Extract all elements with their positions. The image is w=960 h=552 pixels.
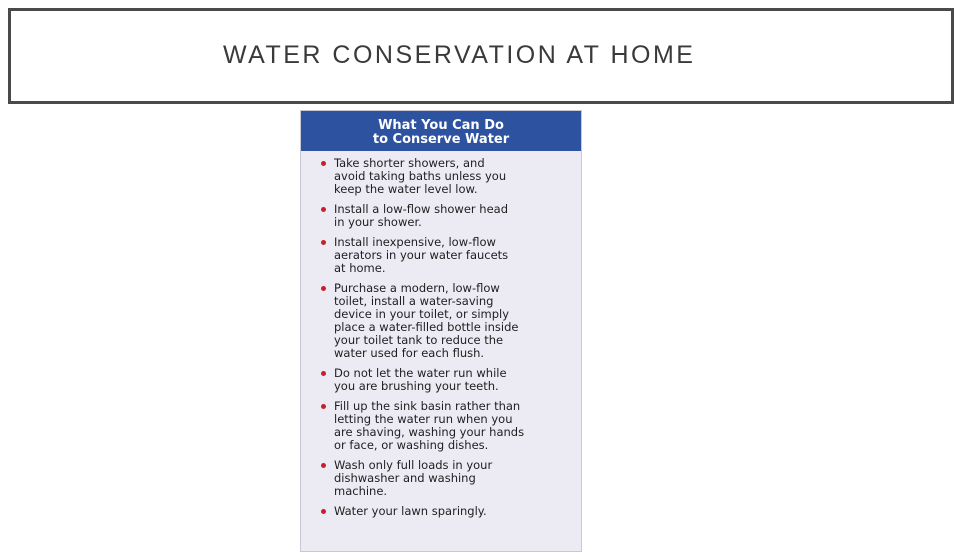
tip-item — [309, 459, 573, 498]
tip-line: Fill up the sink basin rather than — [334, 399, 521, 413]
bullet-icon — [321, 240, 326, 245]
tip-line: Wash only full loads in your — [334, 458, 493, 472]
bullet-icon — [321, 509, 326, 514]
tip-line: letting the water run when you — [334, 412, 513, 426]
bullet-icon — [321, 161, 326, 166]
tip-item — [309, 203, 573, 229]
title-box — [8, 8, 954, 104]
tip-line: water used for each flush. — [334, 346, 485, 360]
card-header-line-1: What You Can Do — [378, 118, 504, 133]
tip-line: or face, or washing dishes. — [334, 438, 489, 452]
card-header — [301, 111, 581, 151]
tip-line: you are brushing your teeth. — [334, 379, 499, 393]
tip-line: Take shorter showers, and — [334, 156, 485, 170]
tip-line: keep the water level low. — [334, 182, 478, 196]
tip-item — [309, 236, 573, 275]
tip-line: machine. — [334, 484, 388, 498]
tip-line: are shaving, washing your hands — [334, 425, 525, 439]
tip-line: toilet, install a water-saving — [334, 294, 494, 308]
tip-line: your toilet tank to reduce the — [334, 333, 504, 347]
tip-line: device in your toilet, or simply — [334, 307, 510, 321]
tip-line: Install a low-flow shower head — [334, 202, 508, 216]
slide-title: WATER CONSERVATION AT HOME — [223, 41, 696, 69]
tip-item — [309, 367, 573, 393]
tip-line: Water your lawn sparingly. — [334, 504, 487, 518]
tip-line: place a water-filled bottle inside — [334, 320, 519, 334]
tip-line: Purchase a modern, low-flow — [334, 281, 500, 295]
tip-line: at home. — [334, 261, 386, 275]
card-header-line-2: to Conserve Water — [372, 131, 510, 147]
tip-list — [301, 151, 581, 518]
tip-item — [309, 157, 573, 196]
conservation-tips-card — [300, 110, 582, 552]
tip-item — [309, 400, 573, 452]
bullet-icon — [321, 463, 326, 468]
tip-line: Install inexpensive, low-flow — [334, 235, 496, 249]
tip-line: aerators in your water faucets — [334, 248, 509, 262]
bullet-icon — [321, 404, 326, 409]
tip-line: Do not let the water run while — [334, 366, 507, 380]
bullet-icon — [321, 207, 326, 212]
tip-line: avoid taking baths unless you — [334, 169, 507, 183]
tip-line: in your shower. — [334, 215, 422, 229]
tip-item — [309, 505, 573, 518]
bullet-icon — [321, 286, 326, 291]
bullet-icon — [321, 371, 326, 376]
tip-item — [309, 282, 573, 360]
tip-line: dishwasher and washing — [334, 471, 476, 485]
